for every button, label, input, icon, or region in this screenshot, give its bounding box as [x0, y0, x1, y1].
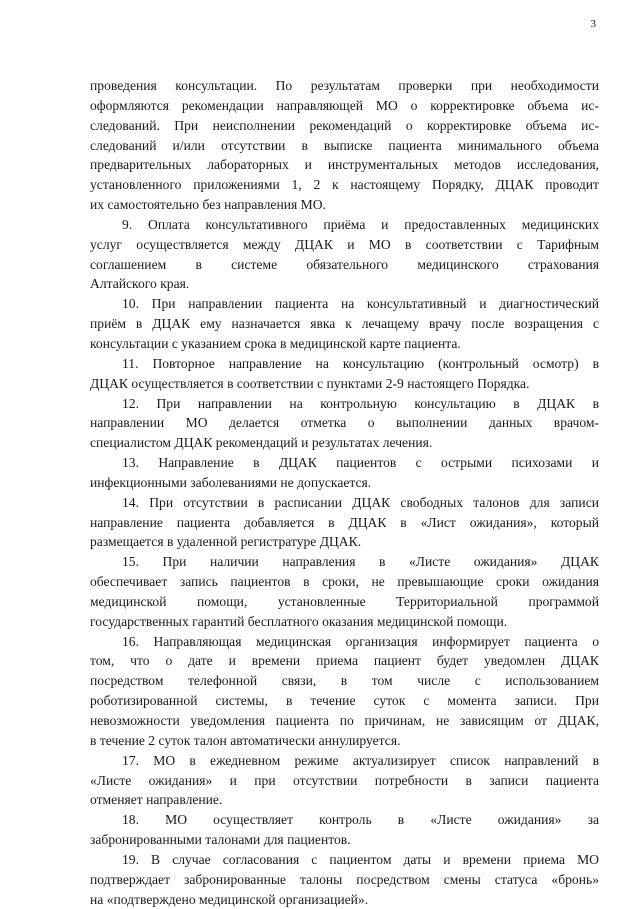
text-line: 9. Оплата консультативного приёма и предоставленных медицинских	[122, 216, 599, 232]
text-line: Алтайского края.	[90, 276, 190, 292]
text-line: «Листе ожидания» и при отсутствии потребности в записи пациента	[90, 772, 599, 788]
text-line: специалистом ДЦАК рекомендаций и результатах лечения.	[90, 435, 433, 451]
text-line: 17. МО в ежедневном режиме актуализирует список направлений в	[122, 752, 599, 768]
text-line: медицинской помощи, установленные Территориальной программой	[90, 593, 599, 609]
text-line: инфекционными заболеваниями не допускается.	[90, 474, 372, 490]
text-line: направлении МО делается отметка о выполнении данных врачом-	[90, 415, 599, 431]
text-line: следований и/или отсутствии в выписке пациента минимального объема	[90, 137, 599, 153]
document-body	[90, 76, 599, 909]
text-line: их самостоятельно без направления МО.	[90, 197, 326, 213]
text-line: 14. При отсутствии в расписании ДЦАК свободных талонов для записи	[122, 494, 599, 510]
text-line: ДЦАК осуществляется в соответствии с пунктами 2-9 настоящего Порядка.	[90, 375, 530, 391]
text-line: 15. При наличии направления в «Листе ожидания» ДЦАК	[122, 554, 599, 570]
text-line: на «подтверждено медицинской организацией».	[90, 891, 369, 907]
text-line: направление пациента добавляется в ДЦАК в «Лист ожидания», который	[90, 514, 599, 530]
text-line: приём в ДЦАК ему назначается явка к лечащему врачу после возращения с	[90, 316, 599, 332]
text-line: размещается в удаленной регистратуре ДЦАК.	[90, 534, 362, 550]
text-line: следований. При неисполнении рекомендаций о корректировке объема ис-	[90, 117, 599, 133]
page-number: 3	[590, 18, 596, 30]
text-line: 10. При направлении пациента на консультативный и диагностический	[122, 296, 599, 312]
text-line: 18. МО осуществляет контроль в «Листе ожидания» за	[122, 812, 599, 828]
text-line: соглашением в системе обязательного медицинского страхования	[90, 256, 599, 272]
text-line: том, что о дате и времени приема пациент будет уведомлен ДЦАК	[90, 653, 599, 669]
text-line: проведения консультации. По результатам проверки при необходимости	[90, 78, 599, 93]
text-line: установленного приложениями 1, 2 к настоящему Порядку, ДЦАК проводит	[90, 177, 599, 193]
text-line: консультации с указанием срока в медицинской карте пациента.	[90, 335, 461, 351]
text-line: оформляются рекомендации направляющей МО о корректировке объема ис-	[90, 97, 599, 113]
text-line: посредством телефонной связи, в том числе с использованием	[90, 673, 599, 689]
text-line: невозможности уведомления пациента по причинам, не зависящим от ДЦАК,	[90, 713, 599, 728]
text-line: 12. При направлении на контрольную консультацию в ДЦАК в	[122, 395, 599, 411]
text-line: 11. Повторное направление на консультацию (контрольный осмотр) в	[122, 355, 599, 371]
text-line: 16. Направляющая медицинская организация информирует пациента о	[122, 633, 599, 649]
text-line: отменяет направление.	[90, 792, 223, 808]
text-line: забронированными талонами для пациентов.	[90, 832, 351, 848]
text-line: 13. Направление в ДЦАК пациентов с острыми психозами и	[122, 455, 599, 471]
text-line: услуг осуществляется между ДЦАК и МО в соответствии с Тарифным	[90, 236, 599, 252]
text-line: в течение 2 суток талон автоматически аннулируется.	[90, 732, 401, 748]
text-line: государственных гарантий бесплатного оказания медицинской помощи.	[90, 613, 508, 629]
text-line: роботизированной системы, в течение суток с момента записи. При	[90, 693, 599, 709]
text-line: предварительных лабораторных и инструментальных методов исследования,	[90, 157, 599, 173]
text-line: 19. В случае согласования с пациентом даты и времени приема МО	[122, 851, 599, 867]
text-line: обеспечивает запись пациентов в сроки, не превышающие сроки ожидания	[90, 574, 599, 590]
text-line: подтверждает забронированные талоны посредством смены статуса «бронь»	[90, 871, 599, 887]
